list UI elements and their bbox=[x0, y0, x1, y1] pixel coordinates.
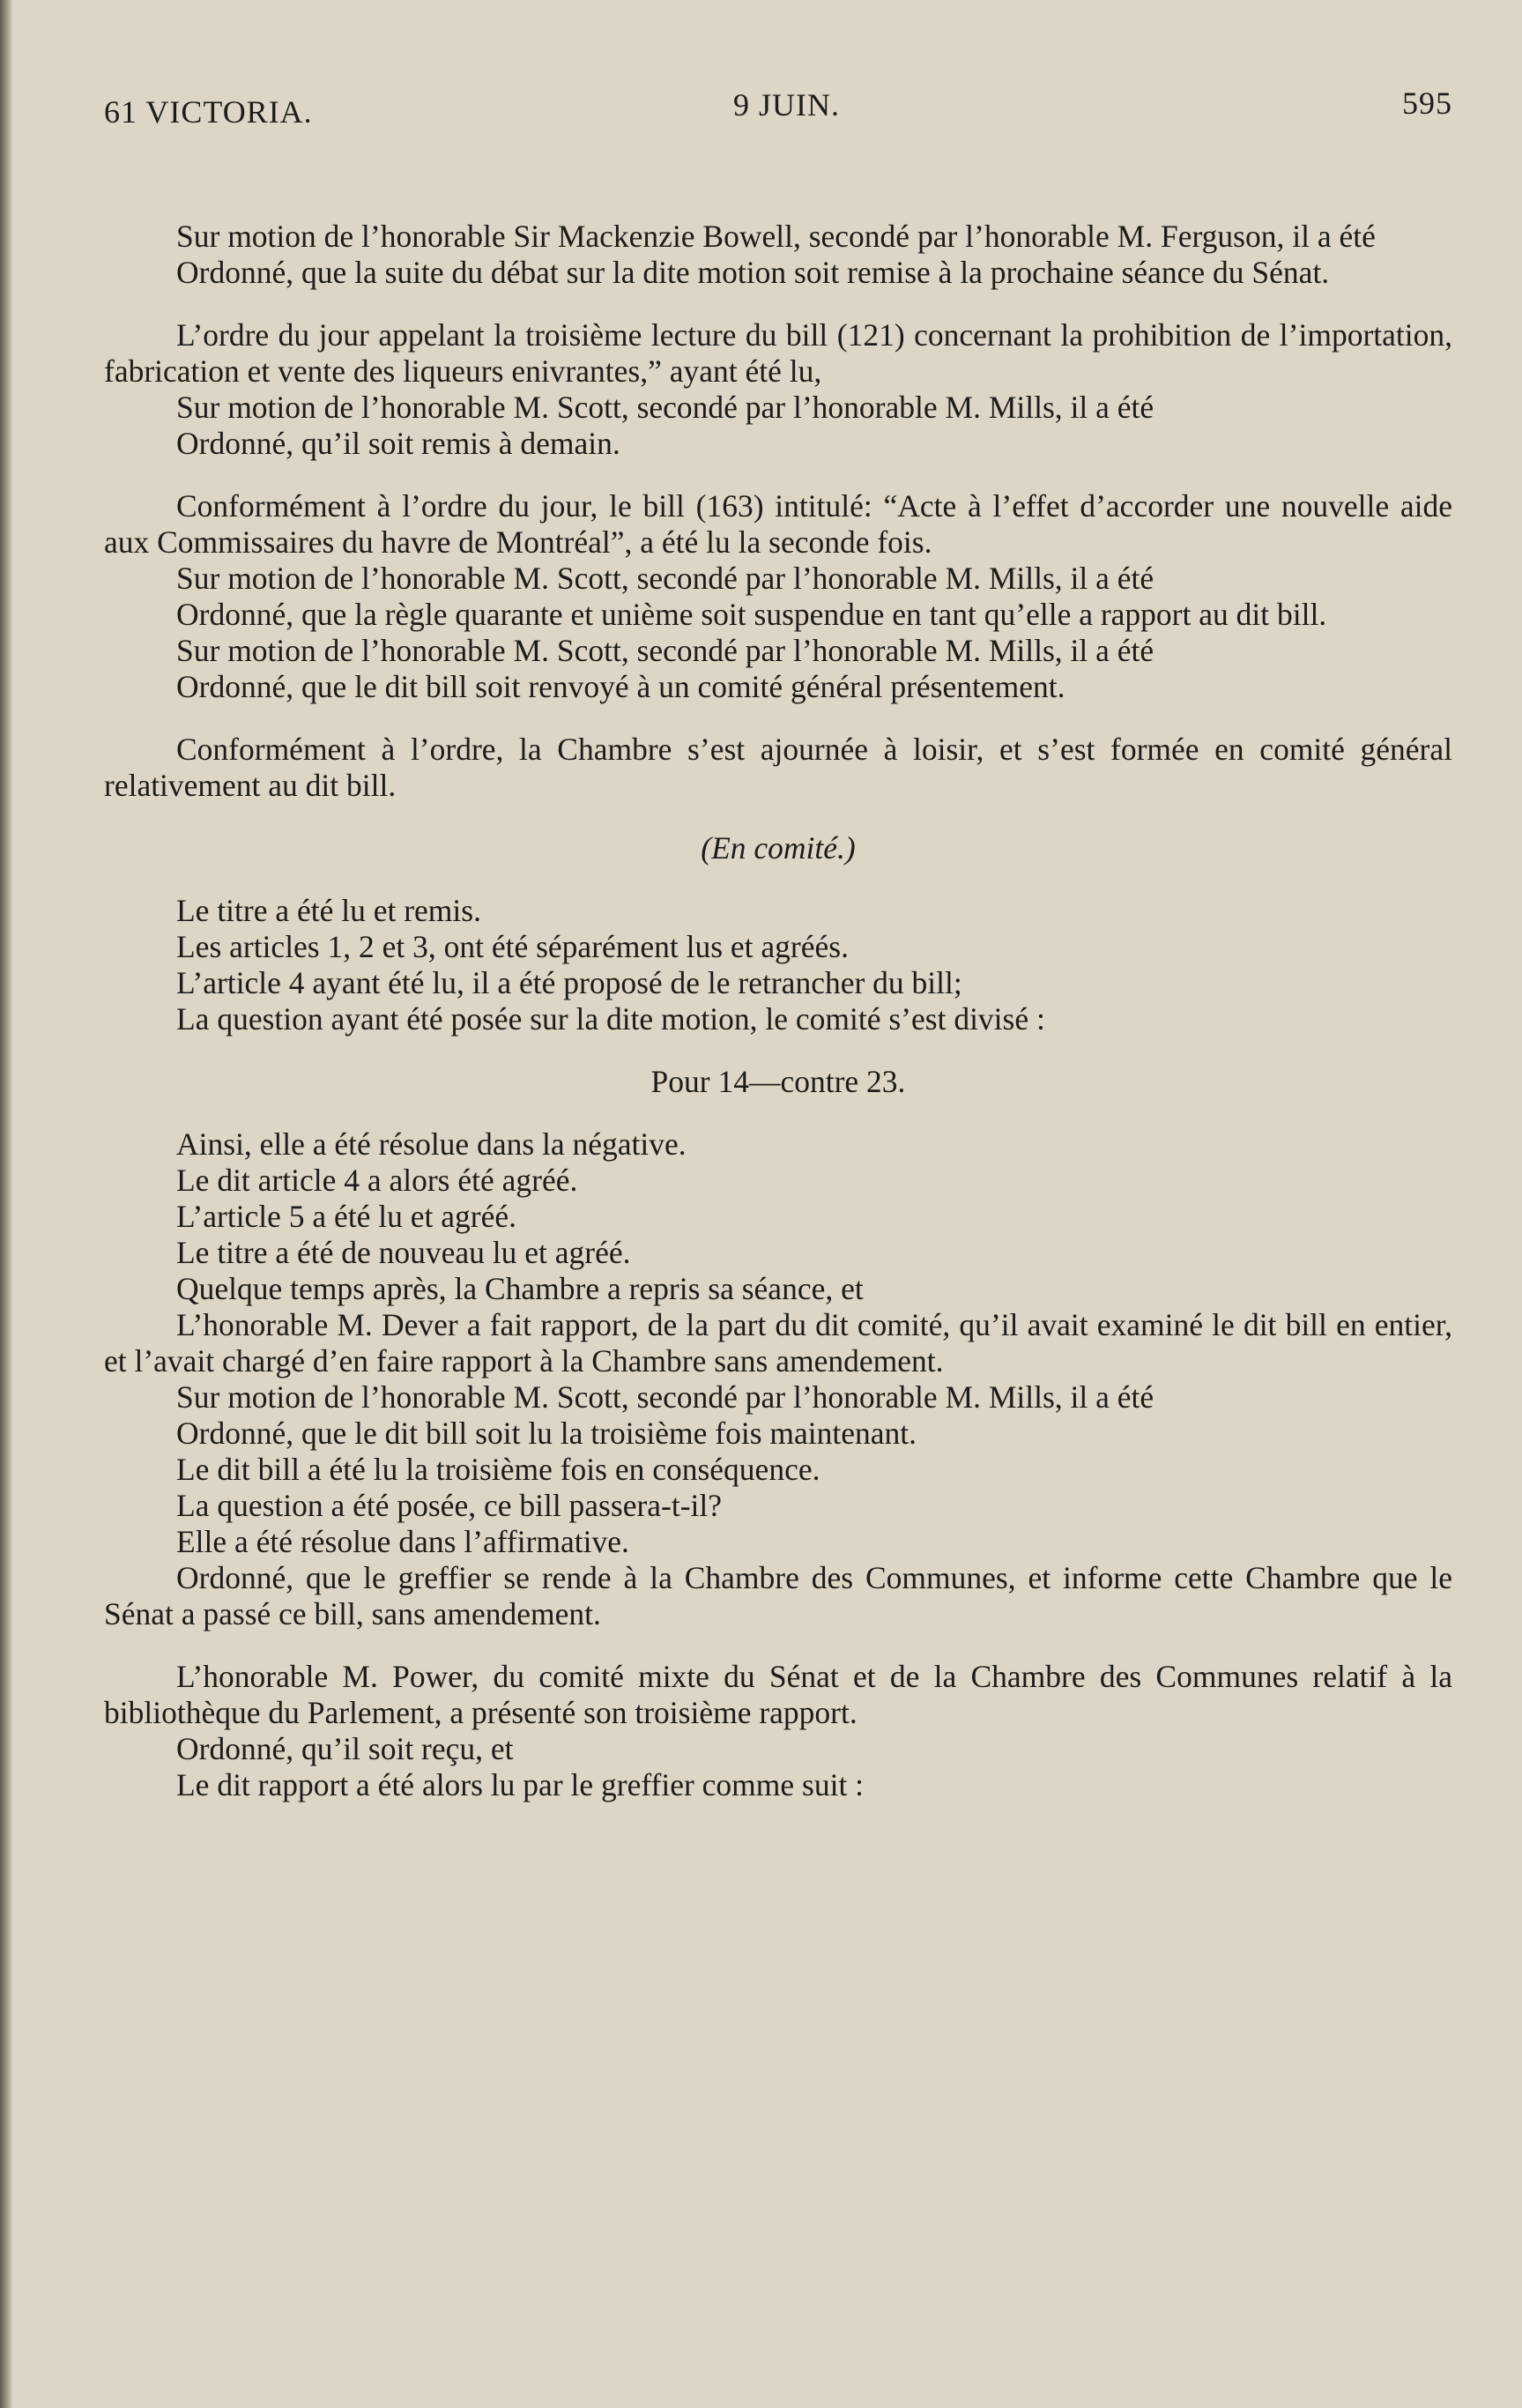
text-line: L’honorable M. Power, du comité mixte du Sénat et de la Chambre des Communes relatif à la bibliothèque du Parlement, a présenté son troisième rapport. bbox=[104, 1659, 1452, 1730]
text-line: L’article 5 a été lu et agréé. bbox=[176, 1199, 517, 1234]
page-binding-edge bbox=[0, 0, 12, 2408]
committee-section bbox=[104, 893, 1452, 1037]
text-line: Ordonné, que le dit bill soit lu la troisième fois maintenant. bbox=[176, 1416, 917, 1451]
after-vote-section bbox=[104, 1126, 1452, 1632]
paragraph bbox=[104, 488, 1452, 705]
text-line: Sur motion de l’honorable Sir Mackenzie Bowell, secondé par l’honorable M. Ferguson, il a été bbox=[176, 219, 1376, 254]
text-line: Conformément à l’ordre, la Chambre s’est ajournée à loisir, et s’est formée en comité général relativement au dit bill. bbox=[104, 732, 1452, 803]
text-line: L’ordre du jour appelant la troisième lecture du bill (121) concernant la prohibition de l’importation, fabrication et vente des liqueurs enivrantes,” ayant été lu, bbox=[104, 317, 1452, 389]
text-line: Le dit rapport a été alors lu par le greffier comme suit : bbox=[176, 1767, 865, 1802]
text-line: Quelque temps après, la Chambre a repris sa séance, et bbox=[176, 1271, 864, 1306]
text-line: Sur motion de l’honorable M. Scott, secondé par l’honorable M. Mills, il a été bbox=[176, 633, 1154, 668]
text-line: Elle a été résolue dans l’affirmative. bbox=[176, 1524, 629, 1559]
vote-result: Pour 14—contre 23. bbox=[650, 1064, 906, 1099]
text-line: Ordonné, qu’il soit reçu, et bbox=[176, 1731, 514, 1766]
paragraph bbox=[104, 317, 1452, 462]
text-line: Sur motion de l’honorable M. Scott, secondé par l’honorable M. Mills, il a été bbox=[176, 561, 1154, 596]
text-line: Le dit article 4 a alors été agréé. bbox=[176, 1163, 578, 1198]
text-line: Ordonné, que le greffier se rende à la Chambre des Communes, et informe cette Chambre que le Sénat a passé ce bill, sans amendement. bbox=[104, 1560, 1452, 1631]
header-session: 61 VICTORIA. bbox=[104, 94, 313, 130]
text-line: Les articles 1, 2 et 3, ont été séparément lus et agréés. bbox=[176, 929, 849, 964]
text-line: Le titre a été de nouveau lu et agréé. bbox=[176, 1235, 631, 1270]
paragraph bbox=[104, 732, 1452, 804]
text-line: Ordonné, que le dit bill soit renvoyé à un comité général présentement. bbox=[176, 669, 1065, 704]
text-line: Le dit bill a été lu la troisième fois en conséquence. bbox=[176, 1452, 820, 1487]
text-line: La question a été posée, ce bill passera-t-il? bbox=[176, 1488, 723, 1523]
text-line: Ordonné, qu’il soit remis à demain. bbox=[176, 426, 620, 461]
text-line: Le titre a été lu et remis. bbox=[176, 893, 481, 928]
page-number: 595 bbox=[1402, 85, 1452, 121]
text-line: Conformément à l’ordre du jour, le bill (163) intitulé: “Acte à l’effet d’accorder une nouvelle aide aux Commissaires du havre de Montréal”, a été lu la seconde fois. bbox=[104, 488, 1452, 560]
paragraph bbox=[104, 219, 1452, 291]
document-page bbox=[104, 81, 1452, 1830]
text-line: Ordonné, que la règle quarante et unième soit suspendue en tant qu’elle a rapport au dit bill. bbox=[176, 597, 1327, 632]
page-header bbox=[104, 81, 1452, 134]
text-line: Ainsi, elle a été résolue dans la négative. bbox=[176, 1126, 687, 1162]
final-section bbox=[104, 1659, 1452, 1803]
text-line: Sur motion de l’honorable M. Scott, secondé par l’honorable M. Mills, il a été bbox=[176, 1379, 1154, 1415]
text-line: Sur motion de l’honorable M. Scott, secondé par l’honorable M. Mills, il a été bbox=[176, 390, 1154, 425]
text-line: L’article 4 ayant été lu, il a été proposé de le retrancher du bill; bbox=[176, 965, 962, 1000]
text-line: La question ayant été posée sur la dite motion, le comité s’est divisé : bbox=[176, 1001, 1045, 1037]
text-line: L’honorable M. Dever a fait rapport, de la part du dit comité, qu’il avait examiné le dit bill en entier, et l’avait chargé d’en faire rapport à la Chambre sans amendement. bbox=[104, 1307, 1452, 1379]
committee-heading: (En comité.) bbox=[701, 830, 856, 866]
text-line: Ordonné, que la suite du débat sur la dite motion soit remise à la prochaine séance du Sénat. bbox=[176, 255, 1330, 290]
page-body bbox=[104, 219, 1452, 1803]
header-date: 9 JUIN. bbox=[733, 87, 840, 123]
